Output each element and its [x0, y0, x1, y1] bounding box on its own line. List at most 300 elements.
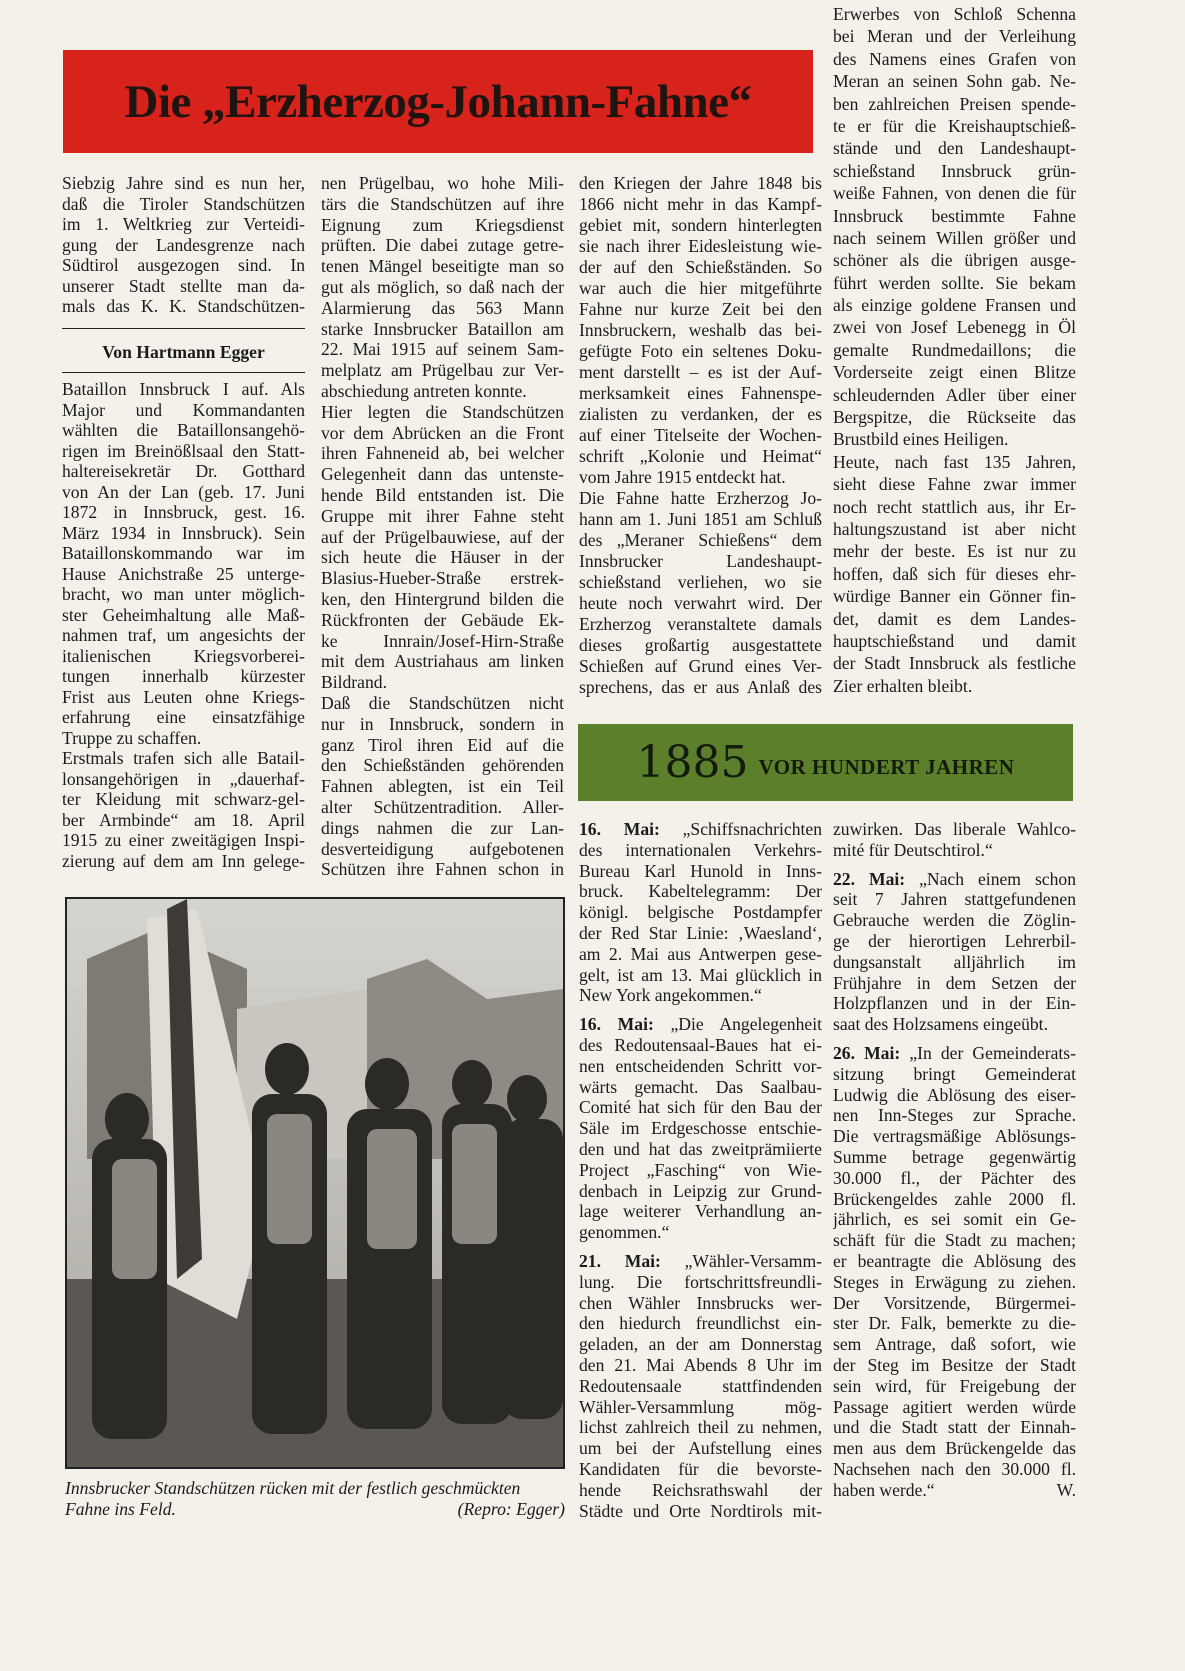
text-line	[579, 257, 822, 278]
text-line-content: Säle im Erdgeschosse entschie-	[579, 1118, 822, 1139]
text-line	[62, 543, 305, 564]
text-line-content: der Steg im Besitze der Stadt	[833, 1354, 1076, 1375]
text-line	[321, 423, 564, 444]
text-line	[833, 451, 1076, 473]
paragraph	[321, 693, 564, 880]
text-line	[62, 707, 305, 728]
text-line-content: 1872 in Innsbruck, gest. 16.	[62, 502, 305, 522]
text-line	[321, 381, 564, 402]
text-line	[62, 420, 305, 441]
text-line-content: mehr der beste. Es ist nur zu	[833, 541, 1076, 562]
text-line-rest: „Nach einem schon	[919, 868, 1076, 889]
text-line-content: der Red Star Linie: ‚Waesland‘,	[579, 922, 822, 943]
text-line-content: nen entscheidenden Schritt vor-	[579, 1055, 822, 1076]
text-line-content: königl. belgische Postdampfer	[579, 902, 822, 923]
text-line	[579, 551, 822, 572]
text-line	[62, 666, 305, 687]
text-line	[62, 441, 305, 462]
text-line-content: 30.000 fl., der Pächter des	[833, 1167, 1076, 1188]
text-line-rest: „Wähler-Versamm-	[684, 1250, 822, 1271]
caption-line-1: Innsbrucker Standschützen rücken mit der festlich geschmückten	[65, 1478, 521, 1498]
text-line-content: den hiedurch freundlichst ein-	[579, 1313, 822, 1334]
text-line	[321, 527, 564, 548]
text-line	[321, 859, 564, 880]
text-line	[62, 379, 305, 400]
text-line	[833, 406, 1076, 428]
text-line-content: daß die Tiroler Standschützen	[62, 193, 305, 214]
text-line	[833, 428, 1076, 450]
text-line-content: genommen.“	[579, 1222, 670, 1243]
text-line-content: Gelegenheit dann das untenste-	[321, 464, 564, 485]
text-line-content: heute noch verwahrt wird. Der	[579, 593, 822, 613]
text-line-rest: „In der Gemeinderats-	[909, 1042, 1076, 1063]
text-line-content: te er für die Kreishauptschieß-	[833, 115, 1076, 136]
text-line-content: nach seinem Willen größer und	[833, 227, 1076, 248]
text-line	[833, 973, 1076, 994]
text-line-content: gefügte Foto ein seltenes Doku-	[579, 341, 822, 361]
text-line-content: schrift „Kolonie und Heimat“	[579, 446, 822, 466]
text-line-content: ment darstellt – es ist der Auf-	[579, 362, 822, 382]
text-line-content: nahmen traf, um angesichts der	[62, 625, 305, 645]
article-title: Die „Erzherzog-Johann-Fahne“	[124, 75, 752, 128]
paragraph	[833, 3, 1076, 451]
text-line	[579, 656, 822, 677]
text-line-content: Brückengeldes zahle 2000 fl.	[833, 1188, 1076, 1209]
text-line-content: Zier erhalten bleibt.	[833, 675, 973, 696]
text-line-content: Erzherzog veranstaltete damals	[579, 614, 822, 634]
text-line	[579, 1272, 822, 1293]
text-line-content: Hause Anichstraße 25 unterge-	[62, 563, 305, 584]
text-line	[833, 339, 1076, 361]
text-line-content: des „Meraner Schießens“ dem	[579, 530, 822, 550]
text-line	[579, 593, 822, 614]
text-line	[321, 547, 564, 568]
text-line-content: haltungszustand ist aber nicht	[833, 518, 1076, 539]
text-line	[321, 651, 564, 672]
text-line	[62, 584, 305, 605]
text-line-content: bei Meran und der Verleihung	[833, 26, 1076, 47]
text-line	[833, 93, 1076, 115]
text-line-content: um bei der Aufstellung eines	[579, 1438, 822, 1459]
date-lead: 22. Mai:	[833, 868, 906, 889]
text-line	[321, 402, 564, 423]
paragraph	[62, 748, 305, 871]
text-line-content: Südtirol ausgezogen sind. In	[62, 255, 305, 275]
text-line	[579, 194, 822, 215]
byline-rule-top	[62, 328, 305, 329]
text-line-content: zuwirken. Das liberale Wahlco-	[833, 819, 1076, 839]
text-line	[321, 277, 564, 298]
text-line	[833, 1397, 1076, 1418]
text-line	[579, 1397, 822, 1418]
text-line-content: dungsanstalt alljährlich im	[833, 951, 1076, 972]
text-line-content: von An der Lan (geb. 17. Juni	[62, 481, 305, 502]
text-line-content: auf einer Titelseite der Wochen-	[579, 425, 822, 445]
paragraph	[833, 1043, 1076, 1501]
text-line-content: vor dem Abrücken an die Front	[321, 422, 564, 443]
text-line-content: mité für Deutschtirol.“	[833, 839, 993, 860]
text-line	[833, 1126, 1076, 1147]
text-line	[833, 1272, 1076, 1293]
text-line-content: als einzige goldene Fransen und	[833, 295, 1076, 316]
text-line-content: lonsangehörigen in „dauerhaf-	[62, 768, 305, 789]
text-line-content: Frühjahre in dem Setzen der	[833, 972, 1076, 993]
text-line-content: Gruppe mit ihrer Fahne steht	[321, 505, 564, 526]
text-line	[579, 1097, 822, 1118]
text-line-content: alter Schützentradition. Aller-	[321, 796, 564, 817]
text-line-content: Schießen auf Grund eines Ver-	[579, 656, 822, 676]
text-line-content: hende Reichsrathswahl der	[579, 1479, 822, 1500]
text-line-content: schleudernden Adler über einer	[833, 384, 1076, 405]
text-line-content: Erstmals trafen sich alle Batail-	[62, 748, 305, 768]
text-line-content: ster Geheimhaltung alle Maß-	[62, 604, 305, 625]
text-line	[833, 205, 1076, 227]
text-line-content: Innsbruck bestimmte Fahne	[833, 205, 1076, 226]
date-lead: 16. Mai:	[579, 819, 660, 839]
text-line-content: men aus dem Brückengelde das	[833, 1438, 1076, 1459]
text-line	[62, 296, 305, 317]
text-line-content: schießstand Innsbruck grün-	[833, 160, 1076, 181]
text-line	[833, 1459, 1076, 1480]
text-line	[833, 160, 1076, 182]
text-line-content: Frist aus Leuten ohne Kriegs-	[62, 686, 305, 707]
text-line-content: des Redoutensaal-Baues hat ei-	[579, 1034, 822, 1055]
paragraph	[321, 173, 564, 402]
text-line-content: Alarmierung das 563 Mann	[321, 297, 564, 318]
text-line-content: prüften. Die dabei zutage getre-	[321, 235, 564, 256]
history-subtitle: VOR HUNDERT JAHREN	[758, 755, 1015, 779]
text-line-content: ken, den Hintergrund bilden die	[321, 588, 564, 609]
text-line-content: zialisten zu verdanken, der es	[579, 404, 822, 424]
text-line	[833, 1417, 1076, 1438]
text-line-content: Meran an seinen Sohn gab. Ne-	[833, 71, 1076, 92]
text-line	[579, 1077, 822, 1098]
text-line	[579, 1056, 822, 1077]
text-line	[579, 215, 822, 236]
text-line	[321, 235, 564, 256]
text-line	[579, 861, 822, 882]
text-line-content: März 1934 in Innsbruck). Sein	[62, 522, 305, 543]
text-line-content: Kandidaten für die bevorste-	[579, 1458, 822, 1479]
column-1-body	[62, 379, 305, 871]
text-line	[833, 294, 1076, 316]
text-line-content: bracht, wo man unter möglich-	[62, 584, 305, 604]
text-line	[833, 630, 1076, 652]
text-line	[321, 506, 564, 527]
text-line	[321, 215, 564, 236]
text-line	[833, 1480, 1076, 1501]
text-line-content: Project „Fasching“ von Wie-	[579, 1159, 822, 1180]
text-line	[833, 675, 1076, 697]
text-line-content: 22. Mai 1915 auf seinem Sam-	[321, 339, 564, 360]
text-line	[833, 25, 1076, 47]
text-line-content: hann am 1. Juni 1851 am Schluß	[579, 509, 822, 529]
text-line-content: dings nahmen die zur Lan-	[321, 817, 564, 838]
text-line	[833, 1085, 1076, 1106]
paragraph	[579, 488, 822, 698]
history-column-2	[833, 819, 1076, 1501]
text-line-content: haltereisekretär Dr. Gotthard	[62, 461, 305, 481]
text-line-content: auf der Prügelbauwiese, auf der	[321, 526, 564, 547]
text-line-content: 1866 nicht mehr in das Kampf-	[579, 194, 822, 214]
caption-line-2: Fahne ins Feld.	[65, 1499, 176, 1519]
text-line	[321, 485, 564, 506]
text-line	[62, 255, 305, 276]
date-lead: 16. Mai:	[579, 1014, 654, 1035]
paragraph	[579, 173, 822, 488]
text-line-content: im 1. Weltkrieg zur Verteidi-	[62, 214, 305, 234]
text-line	[579, 902, 822, 923]
text-line-content: zwei von Josef Lebenegg in Öl	[833, 317, 1076, 338]
text-line-content: sitzung bringt Gemeinderat	[833, 1063, 1076, 1084]
text-line	[62, 173, 305, 194]
text-line-content: des Namens eines Grafen von	[833, 48, 1076, 69]
text-line	[833, 473, 1076, 495]
text-line-content: Wähler-Versammlung mög-	[579, 1396, 822, 1417]
text-line	[579, 425, 822, 446]
text-line	[321, 714, 564, 735]
text-line	[833, 1014, 1076, 1035]
text-line	[321, 464, 564, 485]
text-line	[579, 1313, 822, 1334]
text-line	[579, 362, 822, 383]
text-line	[833, 249, 1076, 271]
text-line	[579, 446, 822, 467]
text-line-content: nen Prügelbau, wo hohe Mili-	[321, 173, 564, 193]
text-line-content: den und hat das zweitprämiierte	[579, 1138, 822, 1159]
text-line	[62, 646, 305, 667]
text-line	[579, 923, 822, 944]
text-line	[579, 1251, 822, 1272]
text-line	[579, 614, 822, 635]
text-line	[62, 728, 305, 749]
text-line-content: jährlich, es sei somit ein Ge-	[833, 1209, 1076, 1230]
text-line	[833, 652, 1076, 674]
text-line-content: gut als möglich, so daß nach der	[321, 276, 564, 297]
text-line	[833, 608, 1076, 630]
text-line-content: ber Armbinde“ am 18. April	[62, 809, 305, 830]
text-line-content: den Schießständen gehörenden	[321, 755, 564, 776]
text-line-content: melplatz am Prügelbau zur Ver-	[321, 360, 564, 381]
text-line	[833, 889, 1076, 910]
text-line	[579, 467, 822, 488]
date-lead: 26. Mai:	[833, 1042, 901, 1063]
text-line-content: würdige Banner ein Gönner fin-	[833, 586, 1076, 607]
text-line	[833, 952, 1076, 973]
text-line-content: nen Inn-Steges zur Sprache.	[833, 1105, 1076, 1126]
column-2	[321, 173, 564, 880]
text-line	[579, 985, 822, 1006]
text-line	[833, 869, 1076, 890]
text-line-content: Bataillonskommando war im	[62, 543, 305, 563]
paragraph	[62, 379, 305, 748]
text-line-content: führt werden sollte. Sie bekam	[833, 272, 1076, 293]
text-line-content: sem Antrage, daß sofort, wie	[833, 1334, 1076, 1355]
text-line-content: hauptschießstand und damit	[833, 630, 1076, 651]
text-line-content: er beantragte die Ablösung des	[833, 1250, 1076, 1271]
history-year: 1885	[636, 737, 749, 788]
paragraph	[833, 819, 1076, 861]
text-line	[579, 819, 822, 840]
text-line	[833, 70, 1076, 92]
text-line-content: lichst zahlreich theil zu nehmen,	[579, 1417, 822, 1438]
text-line	[833, 840, 1076, 861]
text-line	[579, 173, 822, 194]
text-line	[579, 1355, 822, 1376]
text-line-content: gelt, ist am 13. Mai glücklich in	[579, 964, 822, 985]
text-line	[62, 748, 305, 769]
text-line-content: italienischen Kriegsvorberei-	[62, 645, 305, 666]
text-line	[833, 1064, 1076, 1085]
text-line	[833, 182, 1076, 204]
text-line	[62, 810, 305, 831]
text-line-content: den Kriegen der Jahre 1848 bis	[579, 173, 822, 193]
text-line	[833, 384, 1076, 406]
text-line	[833, 227, 1076, 249]
text-line	[833, 137, 1076, 159]
text-line	[833, 316, 1076, 338]
text-line-content: mals das K. K. Standschützen-	[62, 296, 305, 316]
text-line-content: Städte und Orte Nordtirols mit-	[579, 1500, 822, 1521]
caption-row-2	[65, 1499, 565, 1520]
text-line	[62, 830, 305, 851]
text-line-content: starke Innsbrucker Bataillon am	[321, 318, 564, 339]
text-line	[579, 278, 822, 299]
text-line-content: Gebrauche werden die Zöglin-	[833, 910, 1076, 931]
text-line	[833, 931, 1076, 952]
text-line-content: Bildrand.	[321, 672, 387, 693]
text-line	[579, 1480, 822, 1501]
text-line	[833, 1043, 1076, 1064]
text-line-content: sie nach ihrer Eidesleistung wie-	[579, 236, 822, 256]
text-line	[579, 1334, 822, 1355]
text-line-content: sieht diese Fahne zwar immer	[833, 474, 1076, 495]
text-line	[579, 572, 822, 593]
text-line-content: saat des Holzsamens eingeübt.	[833, 1014, 1048, 1035]
text-line-content: ihren Fahneneid ab, bei welcher	[321, 443, 564, 464]
text-line	[833, 819, 1076, 840]
text-line	[579, 635, 822, 656]
text-line	[579, 1222, 822, 1243]
text-line-content: noch recht stattlich aus, ihr Er-	[833, 496, 1076, 517]
text-line	[321, 589, 564, 610]
text-line	[579, 840, 822, 861]
text-line-content: tungen innerhalb kürzester	[62, 666, 305, 686]
text-line-content: rigen im Breinößlsaal den Statt-	[62, 440, 305, 461]
text-line	[579, 488, 822, 509]
historical-photo	[65, 897, 565, 1469]
text-line	[579, 509, 822, 530]
text-line	[321, 173, 564, 194]
text-line	[62, 523, 305, 544]
text-line-content: nur in Innsbruck, sondern in	[321, 713, 564, 734]
text-line	[579, 404, 822, 425]
text-line-content: wählten die Bataillonsangehö-	[62, 420, 305, 440]
text-line-content: gung der Landesgrenze nach	[62, 234, 305, 255]
text-line	[579, 1501, 822, 1522]
text-line	[321, 319, 564, 340]
byline-rule-bottom	[62, 372, 305, 373]
text-line-content: weiße Fahnen, von denen die für	[833, 183, 1076, 204]
text-line	[321, 194, 564, 215]
text-line-content: ster Dr. Falk, bemerkte zu die-	[833, 1313, 1076, 1334]
text-line	[833, 1438, 1076, 1459]
text-line-content: gemalte Rundmedaillons; die	[833, 339, 1076, 360]
text-line	[833, 518, 1076, 540]
text-line-content: lage weiterer Verhandlung an-	[579, 1201, 822, 1222]
text-line	[579, 1035, 822, 1056]
text-line	[579, 965, 822, 986]
text-line	[833, 540, 1076, 562]
text-line	[62, 482, 305, 503]
text-line	[579, 944, 822, 965]
text-line	[833, 1168, 1076, 1189]
text-line-content: New York angekommen.“	[579, 985, 762, 1006]
text-line-content: sprechens, das er aus Anlaß des	[579, 677, 822, 697]
text-line-content: Heute, nach fast 135 Jahren,	[833, 451, 1076, 472]
text-line	[833, 910, 1076, 931]
text-line-content: stände und den Landeshaupt-	[833, 138, 1076, 159]
text-line	[321, 443, 564, 464]
text-line	[579, 1417, 822, 1438]
text-line-content: det, damit es dem Landes-	[833, 608, 1076, 629]
text-line	[579, 1014, 822, 1035]
text-line-content: Die Fahne hatte Erzherzog Jo-	[579, 488, 822, 508]
text-line	[833, 1334, 1076, 1355]
text-line-content: war auch die hier mitgeführte	[579, 278, 822, 298]
text-line	[579, 1293, 822, 1314]
text-line	[833, 1147, 1076, 1168]
text-line-content: Siebzig Jahre sind es nun her,	[62, 173, 305, 193]
text-line-content: schießstand verliehen, wo sie	[579, 572, 822, 592]
text-line	[579, 1376, 822, 1397]
text-line	[579, 1139, 822, 1160]
text-line-content: Eignung zum Kriegsdienst	[321, 214, 564, 235]
text-line-content: ganz Tirol ihren Eid auf die	[321, 734, 564, 755]
text-line	[62, 400, 305, 421]
text-line-content: unserer Stadt stellte man da-	[62, 275, 305, 296]
text-line-content: chen Wähler Innsbrucks wer-	[579, 1292, 822, 1313]
text-line-content: lung. Die fortschrittsfreundli-	[579, 1271, 822, 1292]
history-section-banner	[578, 724, 1073, 801]
text-line	[62, 789, 305, 810]
text-line-content: Ludwig die Ablösung des eiser-	[833, 1084, 1076, 1105]
text-line	[579, 299, 822, 320]
paragraph	[579, 819, 822, 1006]
paragraph	[833, 869, 1076, 1035]
text-line	[321, 298, 564, 319]
text-line-content: ter Kleidung mit schwarz-gel-	[62, 789, 305, 809]
text-line-content: hende Bild entstanden ist. Die	[321, 484, 564, 505]
text-line-content: Innsbruckern, weshalb das bei-	[579, 320, 822, 340]
text-line	[579, 1118, 822, 1139]
text-line	[833, 1209, 1076, 1230]
text-line	[579, 677, 822, 698]
photo-caption	[65, 1478, 565, 1520]
text-line	[62, 276, 305, 297]
text-line	[321, 631, 564, 652]
photo-credit: (Repro: Egger)	[457, 1499, 565, 1519]
text-line-content: Rückfronten der Gebäude Ek-	[321, 609, 564, 630]
text-line	[321, 360, 564, 381]
text-line	[62, 687, 305, 708]
text-line	[833, 1105, 1076, 1126]
text-line-content: haben werde.“	[833, 1479, 935, 1500]
text-line-content: vom Jahre 1915 entdeckt hat.	[579, 467, 786, 487]
text-line	[579, 1459, 822, 1480]
text-line-content: sich heute die Häuser in der	[321, 547, 564, 568]
text-line-content: der Stadt Innsbruck als festliche	[833, 653, 1076, 674]
